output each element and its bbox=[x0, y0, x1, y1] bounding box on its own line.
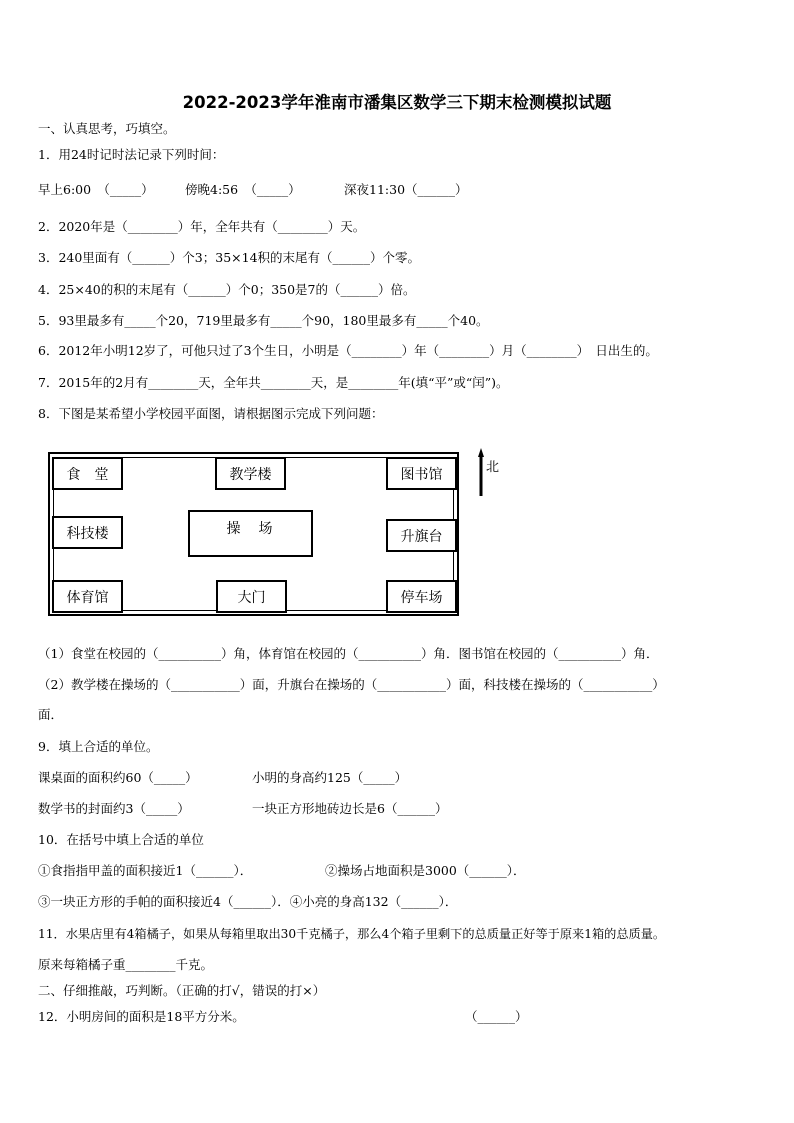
building-library: 图书馆 bbox=[386, 457, 457, 490]
flag-platform: 升旗台 bbox=[386, 519, 457, 552]
building-gym: 体育馆 bbox=[52, 580, 123, 613]
question-1-blank-a: 早上6:00 （_____） bbox=[38, 182, 154, 197]
question-6: 6．2012年小明12岁了，可他只过了3个生日，小明是（________）年（________）月（________） 日出生的。 bbox=[38, 343, 658, 358]
question-8-part-2: （2）教学楼在操场的（___________）面，升旗台在操场的（___________）面，科技楼在操场的（___________） bbox=[38, 677, 665, 692]
question-10-stem: 10．在括号中填上合适的单位 bbox=[38, 832, 204, 847]
question-9-a: 课桌面的面积约60（_____） bbox=[38, 770, 198, 785]
question-9-b: 小明的身高约125（_____） bbox=[252, 770, 408, 785]
section-heading-2: 二、仔细推敲，巧判断。（正确的打√，错误的打×） bbox=[38, 983, 326, 998]
north-label: 北 bbox=[486, 460, 500, 475]
building-teaching: 教学楼 bbox=[215, 457, 286, 490]
question-1-blank-b: 傍晚4:56 （_____） bbox=[185, 182, 301, 197]
question-2: 2．2020年是（________）年，全年共有（________）天。 bbox=[38, 219, 366, 234]
question-12-blank: （______） bbox=[465, 1009, 528, 1024]
question-1-blank-c: 深夜11:30（______） bbox=[344, 182, 468, 197]
section-heading-1: 一、认真思考，巧填空。 bbox=[38, 121, 176, 136]
question-11-b: 原来每箱橘子重________千克。 bbox=[38, 957, 214, 972]
question-3: 3．240里面有（______）个3；35×14积的末尾有（______）个零。 bbox=[38, 250, 421, 265]
question-10-a: ①食指指甲盖的面积接近1（______）． bbox=[38, 863, 253, 878]
question-1-stem: 1．用24时记时法记录下列时间： bbox=[38, 147, 225, 162]
question-4: 4．25×40的积的末尾有（______）个0；350是7的（______）倍。 bbox=[38, 282, 416, 297]
question-8-part-1: （1）食堂在校园的（__________）角，体育馆在校园的（__________）角．图书馆在校园的（__________）角． bbox=[38, 646, 659, 661]
question-8-part-2-cont: 面． bbox=[38, 707, 64, 722]
question-11-a: 11．水果店里有4箱橘子，如果从每箱里取出30千克橘子，那么4个箱子里剩下的总质量正好等于原来1箱的总质量。 bbox=[38, 927, 666, 941]
question-9-d: 一块正方形地砖边长是6（______） bbox=[252, 801, 448, 816]
playground: 操 场 bbox=[188, 510, 313, 557]
school-gate: 大门 bbox=[216, 580, 287, 613]
building-tech: 科技楼 bbox=[52, 516, 123, 549]
page-title: 2022-2023学年淮南市潘集区数学三下期末检测模拟试题 bbox=[182, 93, 612, 112]
parking-lot: 停车场 bbox=[386, 580, 457, 613]
north-arrow-icon bbox=[478, 448, 484, 496]
question-8-stem: 8．下图是某希望小学校园平面图，请根据图示完成下列问题： bbox=[38, 406, 384, 421]
question-10-c: ③一块正方形的手帕的面积接近4（______）．④小亮的身高132（______）． bbox=[38, 894, 458, 909]
question-7: 7．2015年的2月有________天，全年共________天，是________年(填“平”或“闰”)。 bbox=[38, 375, 509, 390]
question-12-stem: 12．小明房间的面积是18平方分米。 bbox=[38, 1009, 245, 1024]
question-10-b: ②操场占地面积是3000（______）． bbox=[325, 863, 526, 878]
question-9-stem: 9．填上合适的单位。 bbox=[38, 739, 159, 754]
question-5: 5．93里最多有_____个20，719里最多有_____个90，180里最多有_____个40。 bbox=[38, 313, 489, 328]
question-9-c: 数学书的封面约3（_____） bbox=[38, 801, 190, 816]
building-canteen: 食 堂 bbox=[52, 457, 123, 490]
